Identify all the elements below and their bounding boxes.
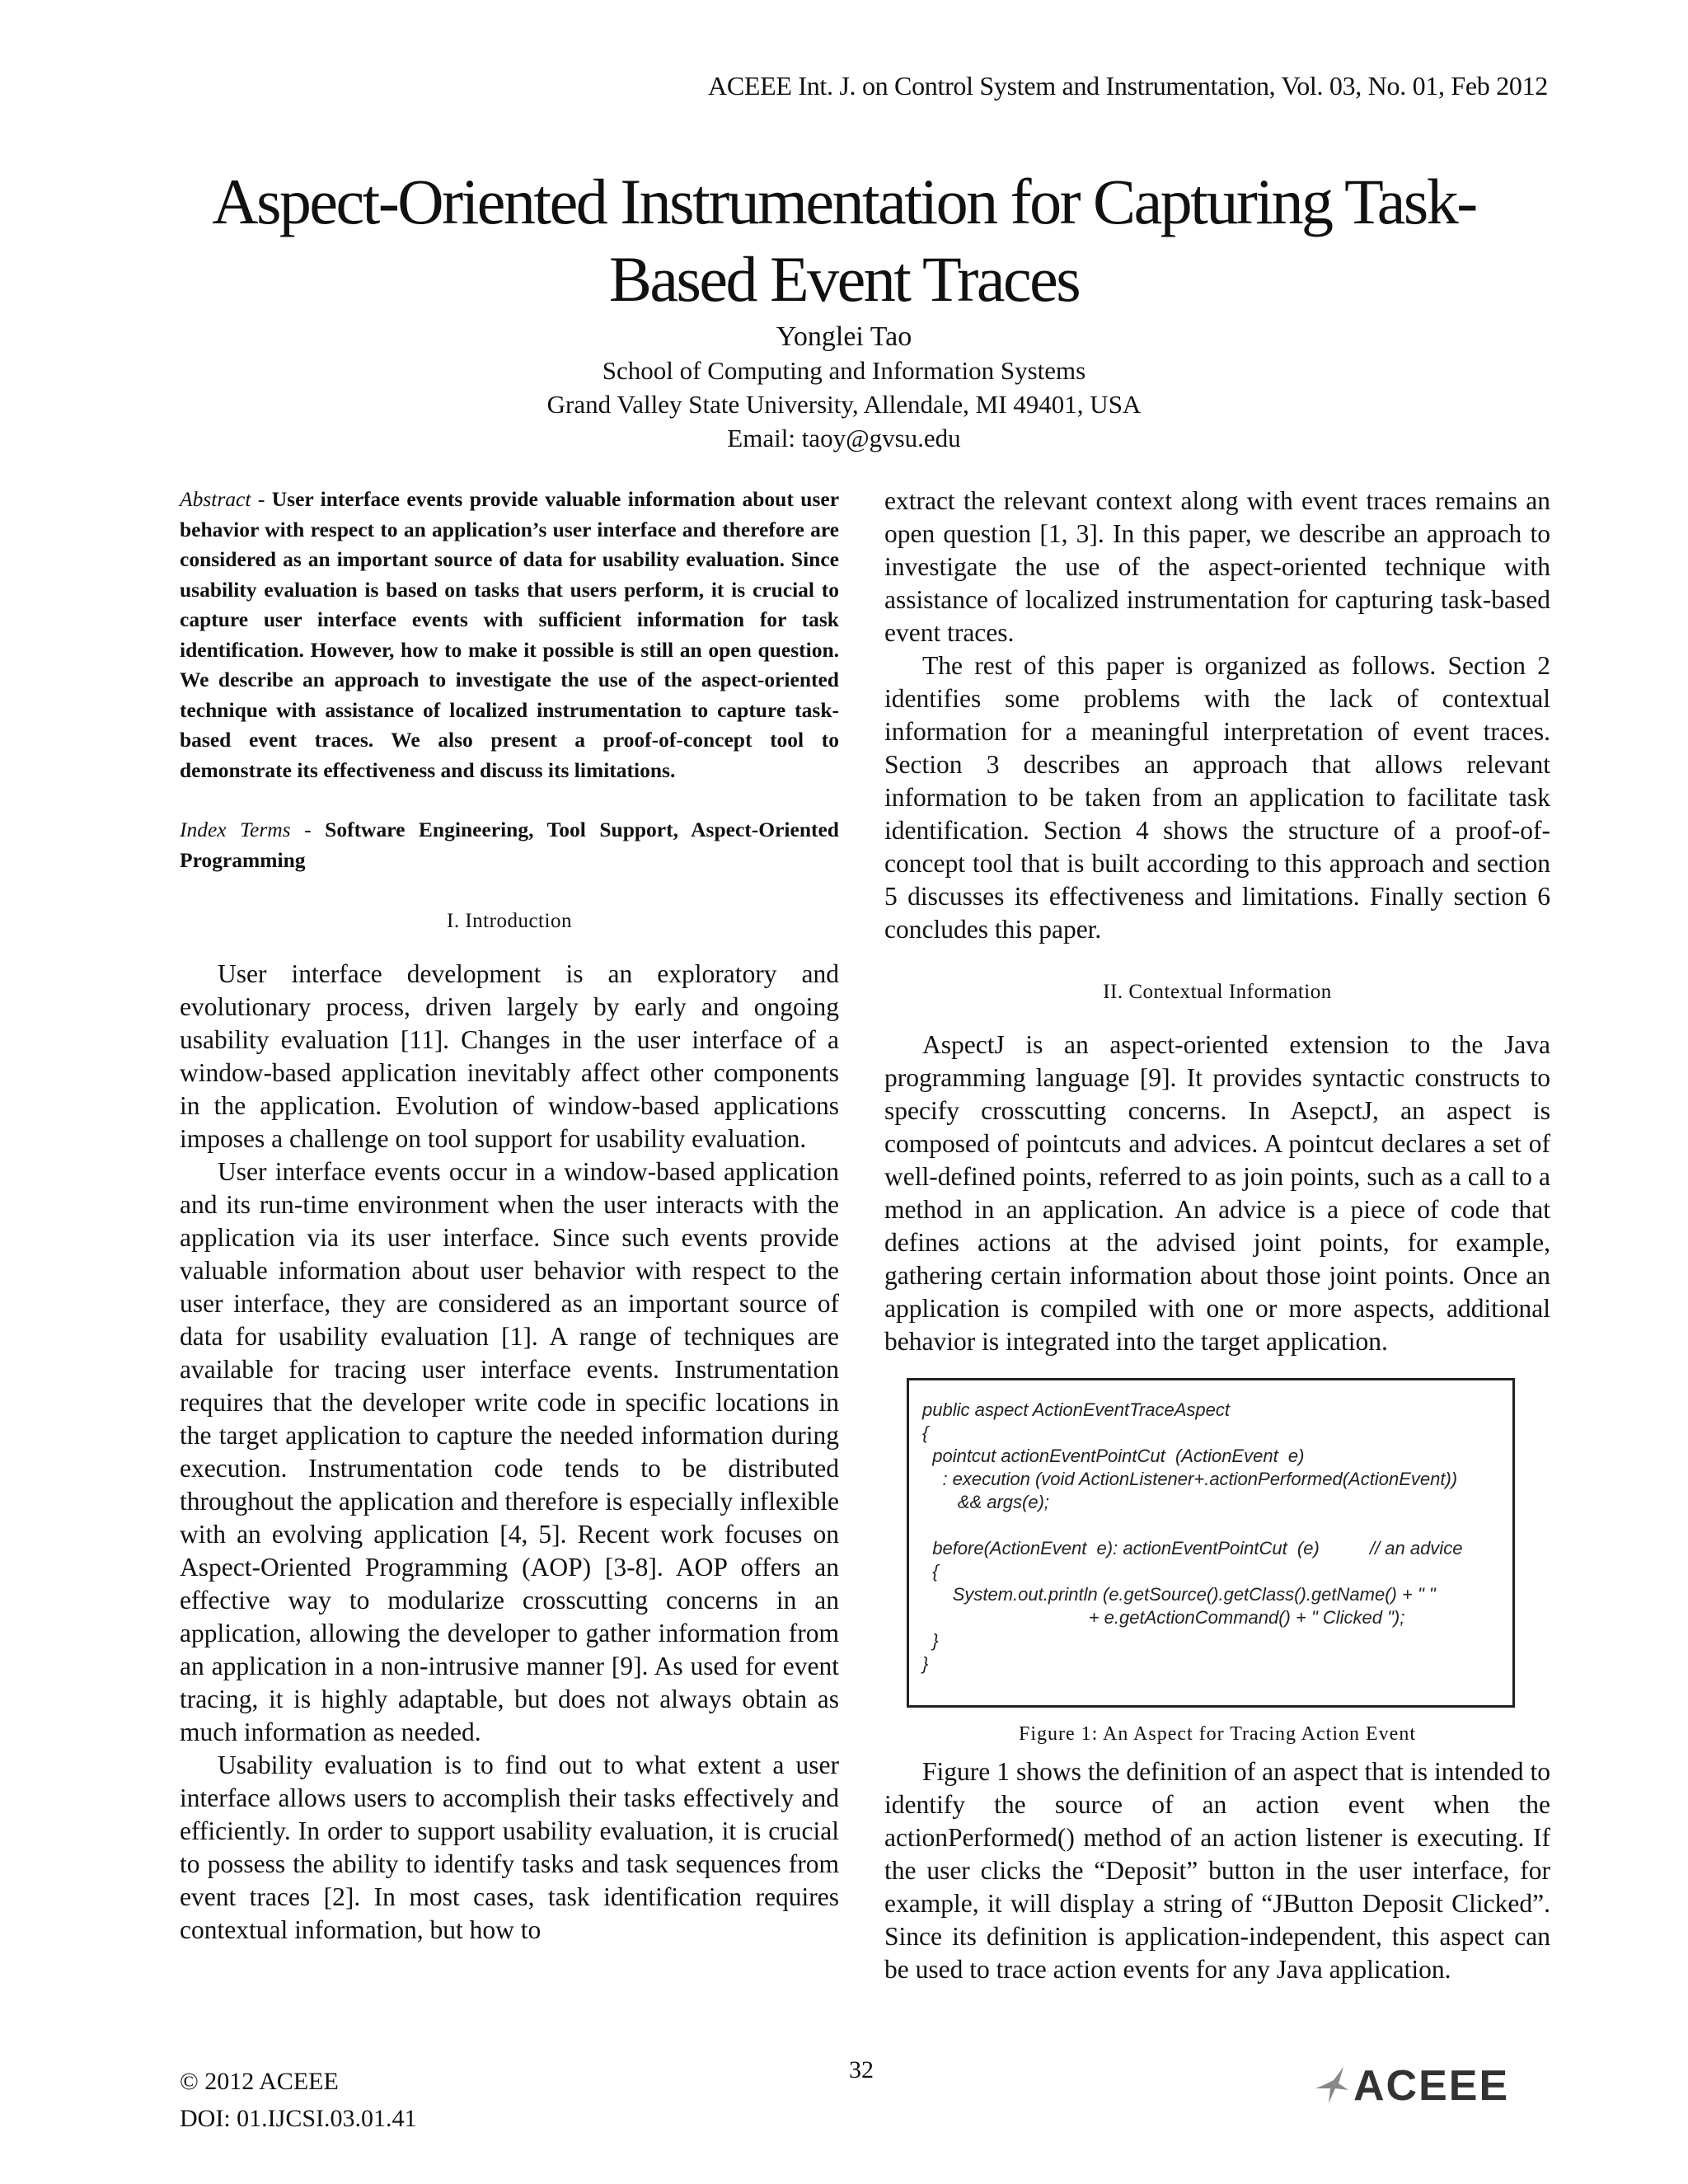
figure-1-code-listing: public aspect ActionEventTraceAspect { pointcut actionEventPointCut (ActionEvent e) : execution (void ActionListener+.actionPerformed(ActionEvent)) && args(e); before(ActionEvent e): actionEventPointCut (e) // an advice { System.out.println (e.getSource().getClass().getName() + " " + e.getActionCommand() + " Clicked "); } } bbox=[907, 1378, 1515, 1708]
page-number: 32 bbox=[849, 2056, 874, 2083]
intro-paragraph-2: User interface events occur in a window-based application and its run-time environment when the user interacts with the application via its user interface. Since such events provide valuable information about user behavior with respect to the user interface, they are considered as an important source of data for usability evaluation [1]. A range of techniques are available for tracing user interface events. Instrumentation requires that the developer write code in specific locations in the target application to capture the needed information during execution. Instrumentation code tends to be distributed throughout the application and therefore is especially inflexible with an evolving application [4, 5]. Recent work focuses on Aspect-Oriented Programming (AOP) [3-8]. AOP offers an effective way to modularize crosscutting concerns in an application, allowing the developer to gather information from an application in a non-intrusive manner [9]. As used for event tracing, it is highly adaptable, but does not always obtain as much information as needed. bbox=[180, 1157, 839, 1746]
index-terms bbox=[180, 815, 839, 875]
abstract-label: Abstract - bbox=[180, 487, 265, 511]
section-heading-contextual-information: II. Contextual Information bbox=[1103, 981, 1332, 1003]
paper-title bbox=[0, 163, 1688, 318]
figure-1-description: Figure 1 shows the definition of an aspect that is intended to identify the source of an action event when the actionPerformed() method of an action listener is executing. If the user clicks the “Deposit” button in the user interface, for example, it will display a string of “JButton Deposit Clicked”. Since its definition is application-independent, this aspect can be used to trace action events for any Java application. bbox=[884, 1757, 1550, 1984]
author-name: Yonglei Tao bbox=[776, 321, 912, 352]
section-heading-introduction: I. Introduction bbox=[447, 910, 572, 932]
author-school: School of Computing and Information Systems bbox=[602, 356, 1086, 385]
intro-paragraph-1: User interface development is an exploratory and evolutionary process, driven largely by early and ongoing usability evaluation [11]. Changes in the user interface of a window-based application inevitably affect other components in the application. Evolution of window-based applications imposes a challenge on tool support for usability evaluation. bbox=[180, 959, 839, 1153]
paper-title-line-1: Aspect-Oriented Instrumentation for Capturing Task- bbox=[212, 166, 1476, 237]
abstract bbox=[180, 485, 839, 785]
aceee-logo bbox=[1309, 2060, 1548, 2110]
aspectj-paragraph: AspectJ is an aspect-oriented extension to the Java programming language [9]. It provides syntactic constructs to specify crosscutting concerns. In AsepctJ, an aspect is composed of pointcuts and advices. A pointcut declares a set of well-defined points, referred to as join points, such as a call to a method in an application. An advice is a piece of code that defines actions at the advised joint points, for example, gathering certain information about those joint points. Once an application is compiled with one or more aspects, additional behavior is integrated into the target application. bbox=[884, 1030, 1550, 1356]
aceee-logo-text: ACEEE bbox=[1353, 2062, 1510, 2110]
star-icon bbox=[1315, 2067, 1348, 2103]
footer-doi: DOI: 01.IJCSI.03.01.41 bbox=[180, 2105, 417, 2132]
intro-continuation: extract the relevant context along with event traces remains an open question [1, 3]. In this paper, we describe an approach to investigate the use of the aspect-oriented technique with assistance of localized instrumentation for capturing task-based event traces. bbox=[884, 486, 1550, 647]
index-terms-text: Software Engineering, Tool Support, Aspect-Oriented Programming bbox=[180, 818, 839, 872]
paper-title-line-2: Based Event Traces bbox=[608, 243, 1080, 315]
figure-1-caption: Figure 1: An Aspect for Tracing Action Event bbox=[1019, 1723, 1416, 1745]
author-email: Email: taoy@gvsu.edu bbox=[727, 424, 961, 452]
footer-left bbox=[180, 2063, 417, 2137]
author-university: Grand Valley State University, Allendale, MI 49401, USA bbox=[546, 390, 1142, 419]
journal-header: ACEEE Int. J. on Control System and Instrumentation, Vol. 03, No. 01, Feb 2012 bbox=[708, 71, 1548, 101]
right-column bbox=[884, 485, 1550, 1986]
intro-paragraph-3: Usability evaluation is to find out to what extent a user interface allows users to accomplish their tasks effectively and efficiently. In order to support usability evaluation, it is crucial to possess the ability to identify tasks and task sequences from event traces [2]. In most cases, task identification requires contextual information, but how to bbox=[180, 1750, 839, 1944]
left-column bbox=[180, 485, 839, 1947]
footer-copyright: © 2012 ACEEE bbox=[180, 2068, 339, 2095]
index-terms-label: Index Terms - bbox=[180, 818, 312, 841]
paper-organization-paragraph: The rest of this paper is organized as follows. Section 2 identifies some problems with the lack of contextual information for a meaningful interpretation of event traces. Section 3 describes an approach that allows relevant information to be taken from an application to facilitate task identification. Section 4 shows the structure of a proof-of-concept tool that is built according to this approach and section 5 discusses its effectiveness and limitations. Finally section 6 concludes this paper. bbox=[884, 651, 1550, 944]
abstract-text: User interface events provide valuable information about user behavior with respect to an application’s user interface and therefore are considered as an important source of data for usability evaluation. Since usability evaluation is based on tasks that users perform, it is crucial to capture user interface events with sufficient information for task identification. However, how to make it possible is still an open question. We describe an approach to investigate the use of the aspect-oriented technique with assistance of localized instrumentation to capture task-based event traces. We also present a proof-of-concept tool to demonstrate its effectiveness and discuss its limitations. bbox=[180, 487, 840, 782]
author-block bbox=[0, 320, 1688, 455]
